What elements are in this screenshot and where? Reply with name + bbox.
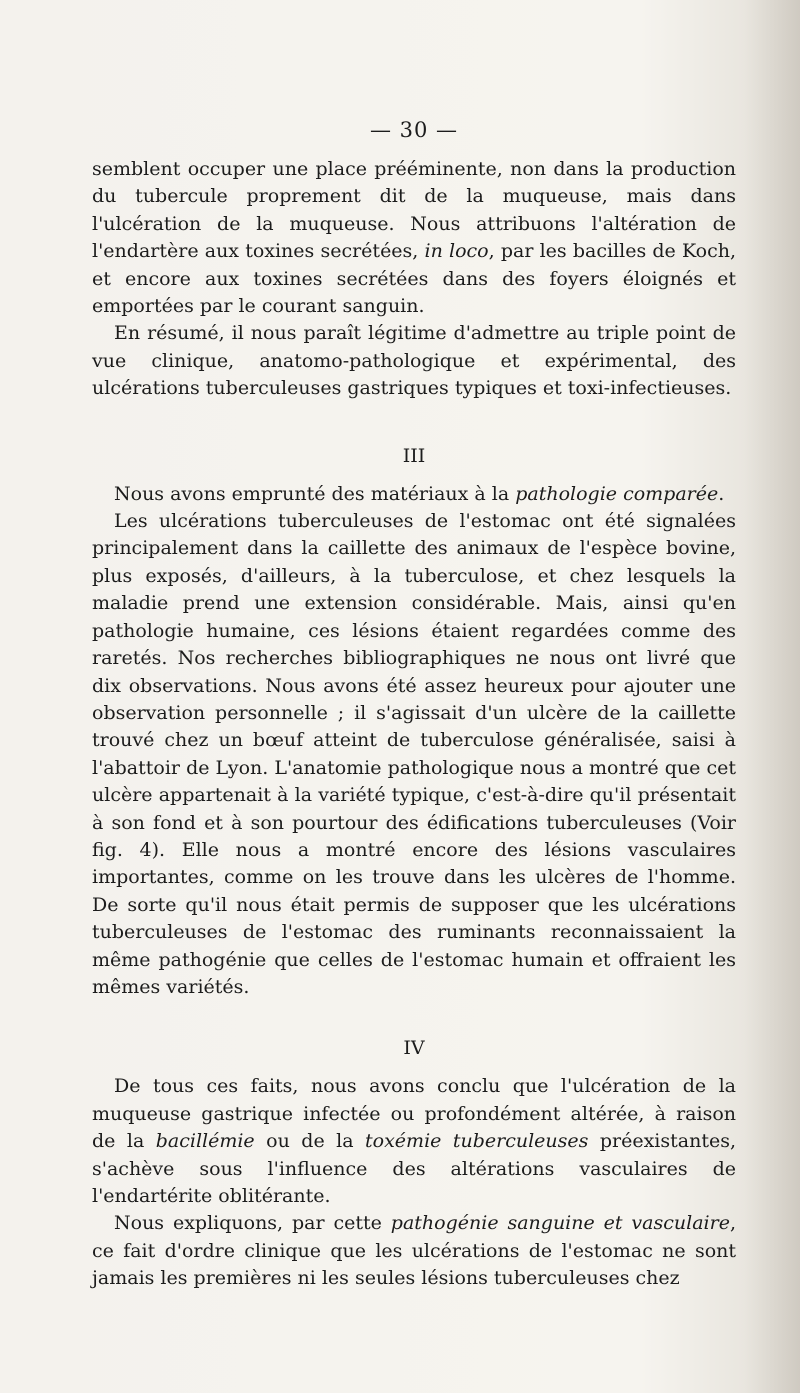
- paragraph: [92, 1073, 736, 1210]
- text-run: Nous avons emprunté des matériaux à la: [114, 482, 516, 505]
- text-body: [92, 156, 736, 1293]
- text-run: Nous expliquons, par cette: [114, 1212, 391, 1235]
- paragraph: [92, 481, 736, 508]
- italic-text: bacillémie: [155, 1130, 255, 1153]
- text-run: semblent occuper une place prééminente, non dans la production du tubercule proprement dit de la muqueuse, mais dans l'ulcération de la muqueuse. Nous attribuons l'altération de l'endartère aux toxines secrétées,: [92, 158, 736, 263]
- paragraph: [92, 508, 736, 1001]
- paragraph: [92, 320, 736, 402]
- italic-text: pathologie comparée: [515, 482, 719, 505]
- text-run: , par les bacilles de Koch, et encore aux toxines secrétées dans des foyers éloignés et emportées par le courant sanguin.: [92, 240, 736, 318]
- text-run: Les ulcérations tuberculeuses de l'estomac ont été signalées principalement dans la caillette des animaux de l'espèce bovine, plus exposés, d'ailleurs, à la tuberculose, et chez lesquels la maladie prend une extension considérable. Mais, ainsi qu'en pathologie humaine, ces lésions étaient regardées comme des raretés. Nos recherches bibliographiques ne nous ont livré que dix observations. Nous avons été assez heureux pour ajouter une observation personnelle ; il s'agissait d'un ulcère de la caillette trouvé chez un bœuf atteint de tuberculose généralisée, saisi à l'abattoir de Lyon. L'anatomie pathologique nous a montré que cet ulcère appartenait à la variété typique, c'est-à-dire qu'il présentait à son fond et à son pourtour des édifications tuberculeuses (Voir fig. 4). Elle nous a montré encore des lésions vasculaires importantes, comme on les trouve dans les ulcères de l'homme. De sorte qu'il nous était permis de supposer que les ulcérations tuberculeuses de l'estomac des ruminants reconnaissaient la même pathogénie que celles de l'estomac humain et offraient les mêmes variétés.: [92, 510, 736, 998]
- italic-text: toxémie tuberculeuses: [365, 1130, 589, 1153]
- text-run: , ce fait d'ordre clinique que les ulcérations de l'estomac ne sont jamais les premières ni les seules lésions tuberculeuses chez: [92, 1212, 736, 1290]
- text-run: .: [718, 482, 725, 505]
- page-number: — 30 —: [369, 118, 459, 142]
- section-heading: III: [402, 444, 426, 467]
- page-content: [92, 118, 736, 1293]
- italic-text: in loco: [424, 240, 489, 263]
- italic-text: pathogénie sanguine et vasculaire: [390, 1212, 730, 1235]
- text-run: De tous ces faits, nous avons conclu que l'ulcération de la muqueuse gastrique infectée ou profondément altérée, à raison de la: [92, 1075, 736, 1153]
- paragraph: [92, 156, 736, 320]
- text-run: En résumé, il nous paraît légitime d'admettre au triple point de vue clinique, anatomo-pathologique et expérimental, des ulcérations tuberculeuses gastriques typiques et toxi-infectieuses.: [92, 322, 736, 400]
- section-heading: IV: [403, 1037, 425, 1060]
- text-run: préexistantes, s'achève sous l'influence des altérations vasculaires de l'endartérite oblitérante.: [92, 1130, 736, 1207]
- paragraph: [92, 1210, 736, 1292]
- text-run: ou de la: [254, 1130, 366, 1153]
